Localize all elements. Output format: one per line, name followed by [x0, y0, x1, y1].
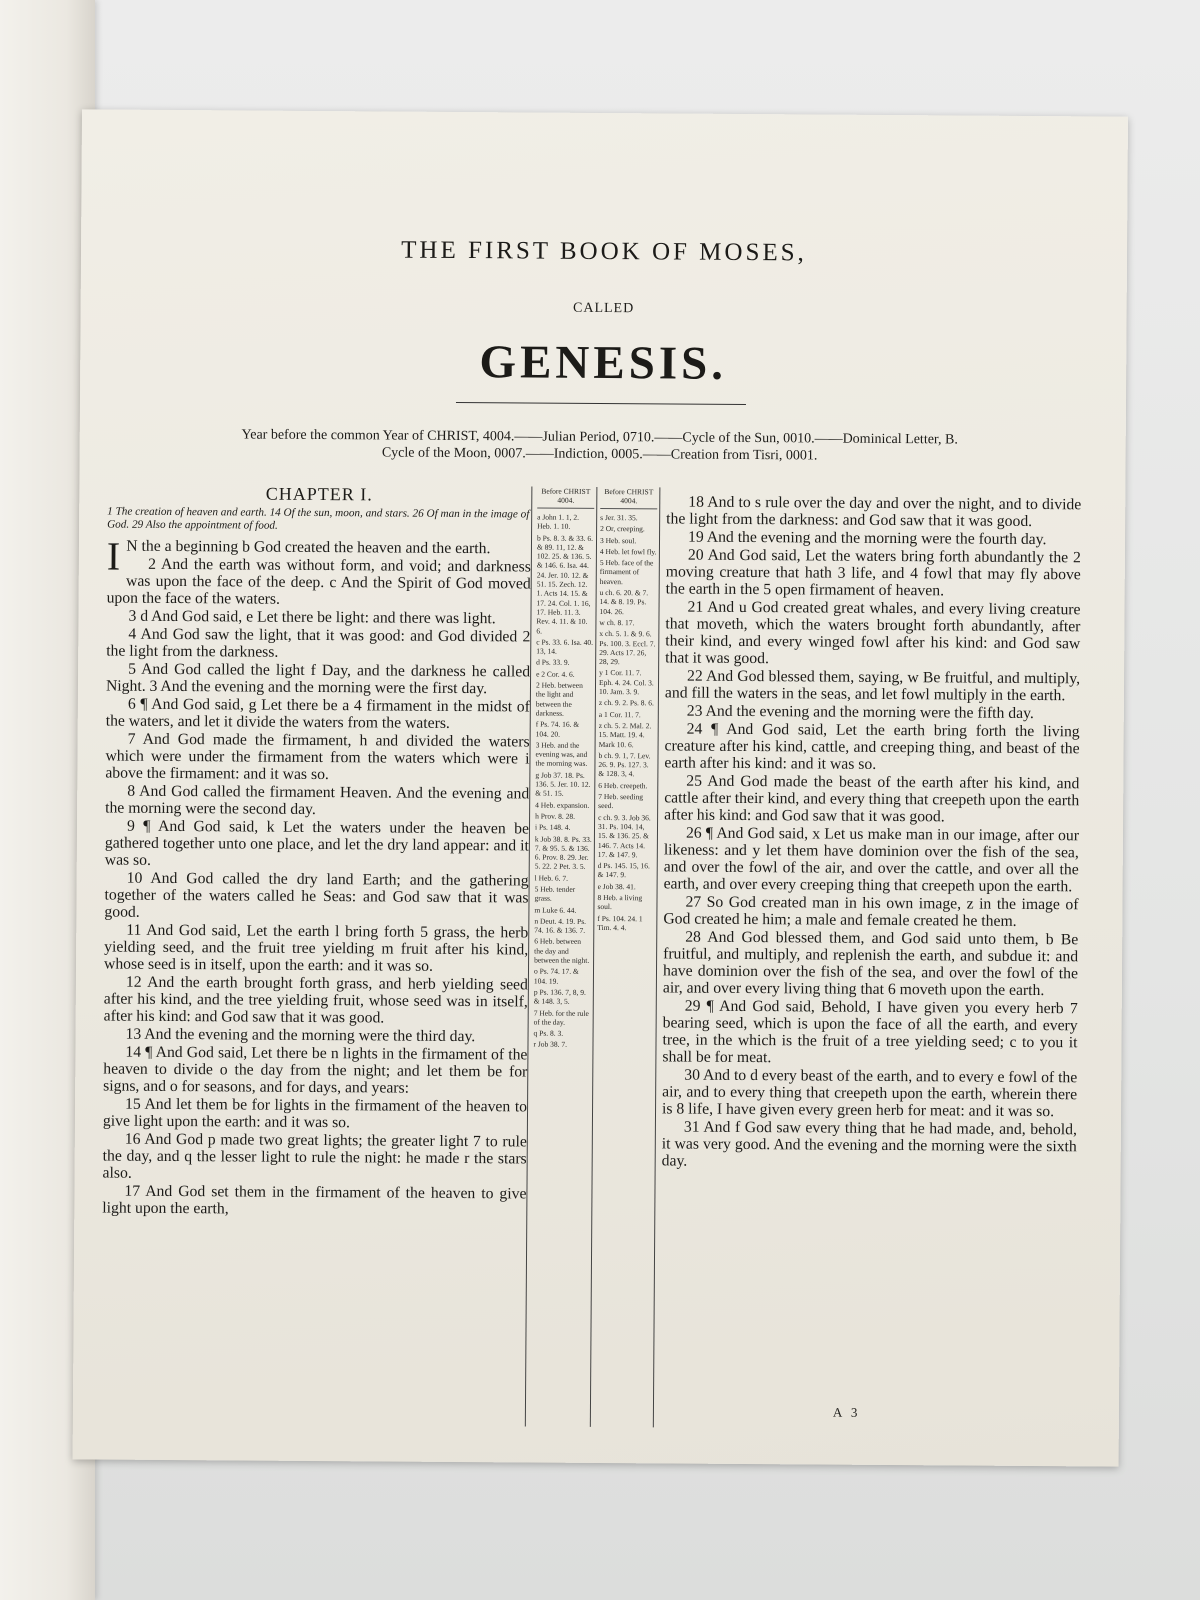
margin-note: 6 Heb. between the day and between the night. — [534, 936, 590, 965]
title-rule — [456, 402, 746, 405]
margin-date-heading: Before CHRIST 4004. — [537, 487, 594, 509]
verse: 16 And God p made two great lights; the greater light 7 to rule the day, and q the lesser light to rule the night: he made r the stars also. — [102, 1130, 527, 1182]
verse: 31 And f God saw every thing that he had made, and, behold, it was very good. And the evening and the morning were the sixth day. — [661, 1118, 1077, 1170]
margin-note: y 1 Cor. 11. 7. Eph. 4. 24. Col. 3. 10. Jam. 3. 9. — [598, 668, 654, 697]
margin-note: h Prov. 8. 28. — [535, 811, 576, 821]
margin-note: p Ps. 136. 7, 8, 9. & 148. 3, 5. — [533, 987, 586, 1007]
verse: 4 And God saw the light, that it was good: and God divided 2 the light from the darkness. — [106, 625, 531, 661]
margin-note: 2 Heb. between the light and between the darkness. — [535, 680, 583, 718]
margin-note: b Ps. 8. 3. & 33. 6. & 89. 11, 12. & 102. 25. & 136. 5. & 146. 6. Isa. 44. 24. Jer. 10. 12. & 51. 15. Zech. 12. 1. Acts 14. 15. & 17. 24. Col. 1. 16, 17. Heb. 11. 3. Rev. 4. 11. & 10. 6. — [536, 533, 594, 636]
margin-note: 8 Heb. a living soul. — [597, 892, 643, 912]
chapter-heading: CHAPTER I. — [265, 483, 373, 505]
chronology — [160, 426, 1040, 466]
margin-note: f Ps. 104. 24. 1 Tim. 4. 4. — [597, 913, 643, 933]
left-text-column — [102, 485, 531, 1221]
margin-note: a John 1. 1, 2. Heb. 1. 10. — [537, 512, 580, 532]
verse: 12 And the earth brought forth grass, and herb yielding seed after his kind, and the tree yielding fruit, whose seed was in itself, after his kind: and God saw that it was good. — [103, 973, 528, 1027]
margin-note: c Ps. 33. 6. Isa. 40. 13, 14. — [536, 637, 594, 656]
margin-note: 6 Heb. creepeth. — [598, 780, 648, 791]
chronology-line: Cycle of the Moon, 0007.——Indiction, 0005.——Creation from Tisri, 0001. — [381, 445, 818, 464]
book-name: GENESIS. — [479, 336, 728, 390]
verse: 26 ¶ And God said, x Let us make man in our image, after our likeness: and y let them have dominion over the fish of the sea, and over the fowl of the air, and over the cattle, and over all the earth, and over every creeping thing that creepeth upon the earth. — [663, 824, 1080, 896]
margin-note: m Luke 6. 44. — [534, 905, 577, 915]
signature-mark: A 3 — [832, 1404, 861, 1420]
margin-note: 7 Heb. seeding seed. — [598, 791, 644, 811]
margin-note: w ch. 8. 17. — [599, 617, 635, 628]
margin-note: c ch. 9. 3. Job 36. 31. Ps. 104. 14, 15. & 136. 25. & 146. 7. Acts 14. 17. & 147. 9. — [597, 812, 651, 860]
chronology-line: Year before the common Year of CHRIST, 4004.——Julian Period, 0710.——Cycle of the Sun, 0010.——Dominical Letter, B. — [241, 427, 958, 448]
right-margin-references — [597, 487, 657, 935]
margin-note: b ch. 9. 1, 7. Lev. 26. 9. Ps. 127. 3. & 128. 3, 4. — [598, 750, 651, 779]
margin-note: d Ps. 33. 9. — [536, 657, 570, 668]
margin-note: u ch. 6. 20. & 7. 14. & 8. 19. Ps. 104. 26. — [599, 588, 649, 616]
left-margin-references — [533, 487, 594, 1052]
verse: 14 ¶ And God said, Let there be n lights in the firmament of the heaven to divide o the day from the night; and let them be for signs, and o for seasons, and for days, and years: — [103, 1043, 528, 1097]
verse: I N the a beginning b God created the heaven and the earth. — [106, 533, 491, 579]
margin-note: 5 Heb. tender grass. — [534, 884, 576, 903]
margin-note: 5 Heb. face of the firmament of heaven. — [599, 558, 654, 586]
margin-note: 4 Heb. expansion. — [535, 800, 590, 810]
margin-note: k Job 38. 8. Ps. 33. 7. & 95. 5. & 136. 6. Prov. 8. 29. Jer. 5. 22. 2 Pet. 3. 5. — [534, 834, 592, 872]
margin-note: e Job 38. 41. — [597, 881, 636, 891]
margin-date-heading: Before CHRIST 4004. — [600, 487, 657, 509]
verse: 27 So God created man in his own image, z in the image of God created he him; a male and female created he them. — [663, 893, 1079, 930]
margin-note: x ch. 5. 1. & 9. 6. Ps. 100. 3. Eccl. 7. 29. Acts 17. 26, 28, 29. — [599, 629, 656, 667]
verse: 6 ¶ And God said, g Let there be a 4 firmament in the midst of the waters, and let it divide the waters from the waters. — [105, 695, 530, 732]
margin-note: 4 Heb. let fowl fly. — [599, 546, 657, 557]
margin-note: i Ps. 148. 4. — [534, 822, 571, 832]
verse: 24 ¶ And God said, Let the earth bring forth the living creature after his kind, cattle, and creeping thing, and beast of the earth after his kind: and it was so. — [664, 720, 1080, 773]
margin-note: g Job 37. 18. Ps. 136. 5. Jer. 10. 12. & 51. 15. — [535, 770, 591, 799]
right-text-column — [662, 493, 1082, 1173]
margin-note: r Job 38. 7. — [533, 1039, 568, 1050]
verse: 13 And the evening and the morning were the third day. — [125, 1025, 476, 1046]
called-label: CALLED — [572, 300, 635, 317]
verse: 11 And God said, Let the earth l bring forth 5 grass, the herb yielding seed, and the fruit tree yielding m fruit after his kind, whose seed is in itself, upon the earth: and it was so. — [103, 921, 529, 975]
verse: 3 d And God said, e Let there be light: and there was light. — [128, 607, 496, 628]
verse: 19 And the evening and the morning were the fourth day. — [687, 528, 1047, 549]
verse: 8 And God called the firmament Heaven. And the evening and the morning were the second day. — [105, 782, 530, 818]
verse: 10 And God called the dry land Earth; and the gathering together of the waters called he Seas: and God saw that it was good. — [104, 869, 529, 921]
book-page — [73, 109, 1128, 1466]
margin-note: o Ps. 74. 17. & 104. 19. — [533, 966, 579, 986]
margin-note: n Deut. 4. 19. Ps. 74. 16. & 136. 7. — [534, 916, 587, 936]
margin-note: 3 Heb. soul. — [599, 535, 637, 545]
margin-note: 2 Or, creeping. — [600, 524, 645, 534]
verse: 23 And the evening and the morning were the fifth day. — [686, 702, 1034, 723]
verse: 21 And u God created great whales, and every living creature that moveth, which the waters brought forth abundantly, after their kind, and every winged fowl after his kind: and God saw that it was good. — [665, 598, 1081, 668]
verse: 7 And God made the firmament, h and divided the waters which were under the firmament from the waters which were i above the firmament: and it was so. — [105, 730, 530, 784]
verse: 25 And God made the beast of the earth after his kind, and cattle after their kind, and every thing that creepeth upon the earth after his kind: and God saw that it was good. — [664, 772, 1080, 826]
verse: 22 And God blessed them, saying, w Be fruitful, and multiply, and fill the waters in the seas, and let fowl multiply in the earth. — [664, 667, 1081, 705]
verse: 20 And God said, Let the waters bring forth abundantly the 2 moving creature that hath 3 life, and 4 fowl that may fly above the earth in the 5 open firmament of heaven. — [665, 546, 1081, 600]
verse: 28 And God blessed them, and God said unto them, b Be fruitful, and multiply, and replenish the earth, and subdue it: and have dominion over the fish of the sea, and over the fowl of the air, and over every living thing that 6 moveth upon the earth. — [662, 928, 1079, 1000]
verse: 5 And God called the light f Day, and the darkness he called Night. 3 And the evening and the morning were the first day. — [105, 660, 531, 698]
margin-note: f Ps. 74. 16. & 104. 20. — [535, 719, 580, 739]
margin-note: 7 Heb. for the rule of the day. — [533, 1008, 589, 1027]
book-title: THE FIRST BOOK OF MOSES, — [401, 236, 807, 267]
verse: 9 ¶ And God said, k Let the waters under the heaven be gathered together unto one place, and let the dry land appear: and it was so. — [104, 817, 530, 869]
margin-note: z ch. 9. 2. Ps. 8. 6. — [598, 698, 654, 708]
margin-note: a 1 Cor. 11. 7. — [598, 709, 641, 719]
margin-note: q Ps. 8. 3. — [533, 1028, 564, 1038]
verse: 30 And to d every beast of the earth, and to every e fowl of the air, and to every thing that creepeth upon the earth, wherein there is 8 life, I have given every green herb for meat: and it was so. — [661, 1066, 1078, 1121]
verse: 15 And let them be for lights in the firmament of the heaven to give light upon the earth: and it was so. — [102, 1095, 528, 1132]
verse: 17 And God set them in the firmament of the heaven to give light upon the earth, — [102, 1182, 527, 1218]
verse: 2 And the earth was without form, and void; and darkness was upon the face of the deep. c And the Spirit of God moved upon the face of the waters. — [106, 555, 531, 608]
margin-note: s Jer. 31. 35. — [600, 512, 638, 523]
drop-cap: I — [106, 533, 121, 579]
margin-note: 3 Heb. and the evening was, and the morning was. — [535, 740, 588, 769]
verse: 29 ¶ And God said, Behold, I have given you every herb 7 bearing seed, which is upon the face of all the earth, and every tree, in the which is the fruit of a tree yielding seed; c to you it shall be for meat. — [662, 997, 1078, 1067]
margin-note: d Ps. 145. 15, 16. & 147. 9. — [597, 861, 650, 880]
margin-note: l Heb. 6. 7. — [534, 873, 569, 883]
verse: 18 And to s rule over the day and over the night, and to divide the light from the darkness: and God saw that it was good. — [666, 493, 1082, 530]
margin-note: z ch. 5. 2. Mal. 2. 15. Matt. 19. 4. Mark 10. 6. — [598, 720, 652, 749]
chapter-summary: 1 The creation of heaven and earth. 14 Of the sun, moon, and stars. 26 Of man in the image of God. 29 Also the appointment of food. — [107, 505, 530, 532]
margin-note: e 2 Cor. 4. 6. — [536, 669, 575, 679]
